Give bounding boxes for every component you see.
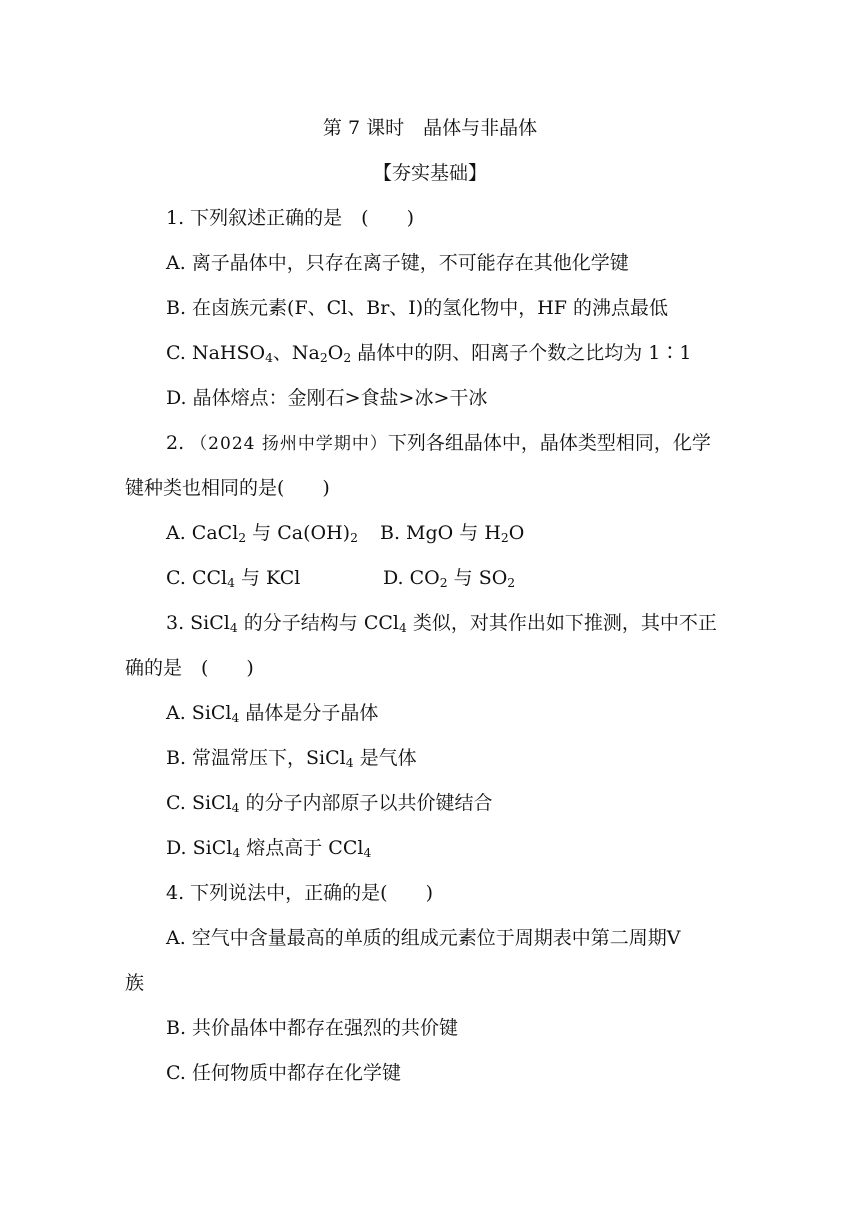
q2-source: （2024 扬州中学期中） (190, 434, 388, 454)
q1-stem: 1. 下列叙述正确的是 ( ) (166, 207, 414, 229)
q3-stem-line2: 确的是 ( ) (125, 657, 254, 679)
q4-option-b: B. 共价晶体中都存在强烈的共价键 (166, 1017, 459, 1039)
q1-option-d: D. 晶体熔点：金刚石>食盐>冰>干冰 (166, 387, 488, 409)
q2-option-b: B. MgO 与 $H_2O$ (380, 522, 525, 546)
q3-option-b: B. 常温常压下，SiCl$_4$ 是气体 (166, 747, 417, 771)
section-heading: 【夯实基础】 (372, 162, 487, 184)
q3-option-a: A. SiCl$_4$ 晶体是分子晶体 (166, 702, 379, 726)
lesson-title: 第 7 课时 晶体与非晶体 (322, 117, 538, 139)
q2-option-c: C. CCl$_4$ 与 KCl (166, 567, 301, 591)
q3-stem: 3. SiCl$_4$ 的分子结构与 CCl$_4$ 类似，对其作出如下推测，其中不正 (166, 612, 717, 636)
q2-option-d: D. $CO_2$ 与 $SO_2$ (383, 567, 516, 591)
q3-option-c: C. SiCl$_4$ 的分子内部原子以共价键结合 (166, 792, 493, 816)
q3-option-d: D. SiCl$_4$ 熔点高于 CCl$_4$ (166, 837, 372, 861)
q4-option-a: A. 空气中含量最高的单质的组成元素位于周期表中第二周期Ⅴ (166, 927, 681, 949)
q1-option-a: A. 离子晶体中，只存在离子键，不可能存在其他化学键 (166, 252, 629, 274)
q2-option-a: A. CaCl$_2$ 与 $Ca(OH)_2$ (166, 522, 358, 546)
q1-option-c: C. NaHSO$_4$、$Na_2O_2$ 晶体中的阴、阳离子个数之比均为 1∶1 (166, 342, 692, 366)
q4-option-c: C. 任何物质中都存在化学键 (166, 1062, 401, 1084)
q1-option-b: B. 在卤族元素(F、Cl、Br、I)的氢化物中，HF 的沸点最低 (166, 297, 669, 319)
q4-stem: 4. 下列说法中，正确的是( ) (166, 882, 433, 904)
q2-stem: 2. （2024 扬州中学期中）下列各组晶体中，晶体类型相同，化学 (166, 432, 711, 454)
q2-stem-line2: 键种类也相同的是( ) (125, 477, 330, 499)
q4-option-a-line2: 族 (125, 972, 145, 994)
